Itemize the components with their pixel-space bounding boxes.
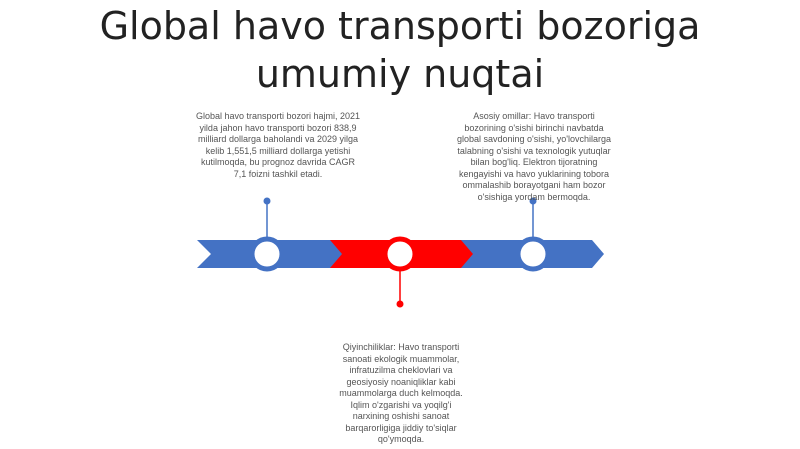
milestone-2-text: Qiyinchiliklar: Havo transporti sanoati ekologik muammolar, infratuzilma cheklovlari va geosiyosiy noaniqliklar kabi muammolarga duch kelmoqda. Iqlim o'zgarishi va yoqilg'i narxining oshishi sanoat barqarorligiga jiddiy to'siqlar qo'ymoqda. bbox=[339, 342, 463, 444]
milestone-1-dot bbox=[264, 198, 271, 205]
milestone-2-dot bbox=[397, 301, 404, 308]
milestone-3-marker bbox=[518, 239, 548, 269]
milestone-1-text: Global havo transporti bozori hajmi, 2021 yilda jahon havo transporti bozori 838,9 milliard dollarga baholandi va 2029 yilga kelib 1,551,5 milliard dollarga yetishi kutilmoqda, bu prognoz davrida CAGR 7,1 foizni tashkil etadi. bbox=[195, 111, 361, 179]
milestone-1-marker bbox=[252, 239, 282, 269]
slide-title: Global havo transporti bozoriga umumiy nuqtai bbox=[99, 4, 701, 96]
milestone-2-marker bbox=[385, 239, 415, 269]
milestone-3-text: Asosiy omillar: Havo transporti bozorining o'sishi birinchi navbatda global savdoning o'sishi, yo'lovchilarga talabning o'sishi va texnologik yutuqlar bilan bog'liq. Elektron tijoratning kengayishi va havo yuklarining tobora ommalashib borayotgani ham bozor o'sishiga yordam bermoqda. bbox=[456, 111, 612, 202]
